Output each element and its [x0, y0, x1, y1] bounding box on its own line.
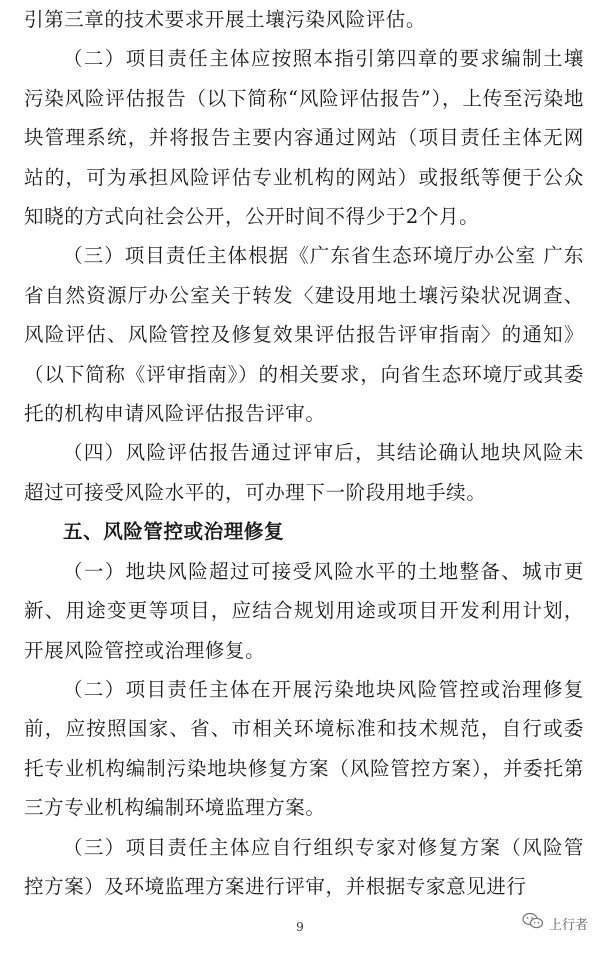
paragraph-item-4: （四）风险评估报告通过评审后，其结论确认地块风险未超过可接受风险水平的，可办理下一阶段用地手续。 [24, 441, 584, 504]
paragraph-section5-item-1: （一）地块风险超过可接受风险水平的土地整备、城市更新、用途变更等项目，应结合规划用途或项目开发利用计划，开展风险管控或治理修复。 [24, 559, 584, 662]
page-number: 9 [296, 920, 304, 934]
paragraph-section5-item-2: （二）项目责任主体在开展污染地块风险管控或治理修复前，应按照国家、省、市相关环境标准和技术规范，自行或委托专业机构编制污染地块修复方案（风险管控方案），并委托第三方专业机构编制环境监理方案。 [24, 677, 584, 820]
section-heading: 五、风险管控或治理修复 [63, 520, 285, 544]
wechat-icon [522, 912, 544, 934]
paragraph-item-2: （二）项目责任主体应按照本指引第四章的要求编制土壤污染风险评估报告（以下简称“风险评估报告”），上传至污染地块管理系统，并将报告主要内容通过网站（项目责任主体无网站的，可为承担风险评估专业机构的网站）或报纸等便于公众知晓的方式向社会公开，公开时间不得少于2个月。 [24, 47, 584, 229]
paragraph-item-3: （三）项目责任主体根据《广东省生态环境厅办公室 广东省自然资源厅办公室关于转发〈建设用地土壤污染状况调查、风险评估、风险管控及修复效果评估报告评审指南〉的通知》（以下简称《评审指南》）的相关要求，向省生态环境厅或其委托的机构申请风险评估报告评审。 [24, 244, 584, 426]
paragraph-section5-item-3: （三）项目责任主体应自行组织专家对修复方案（风险管控方案）及环境监理方案进行评审，并根据专家意见进行 [24, 835, 584, 898]
watermark [522, 912, 588, 934]
paragraph-continuation: 引第三章的技术要求开展土壤污染风险评估。 [24, 8, 427, 31]
document-body [24, 0, 584, 906]
watermark-label: 上行者 [548, 917, 588, 933]
